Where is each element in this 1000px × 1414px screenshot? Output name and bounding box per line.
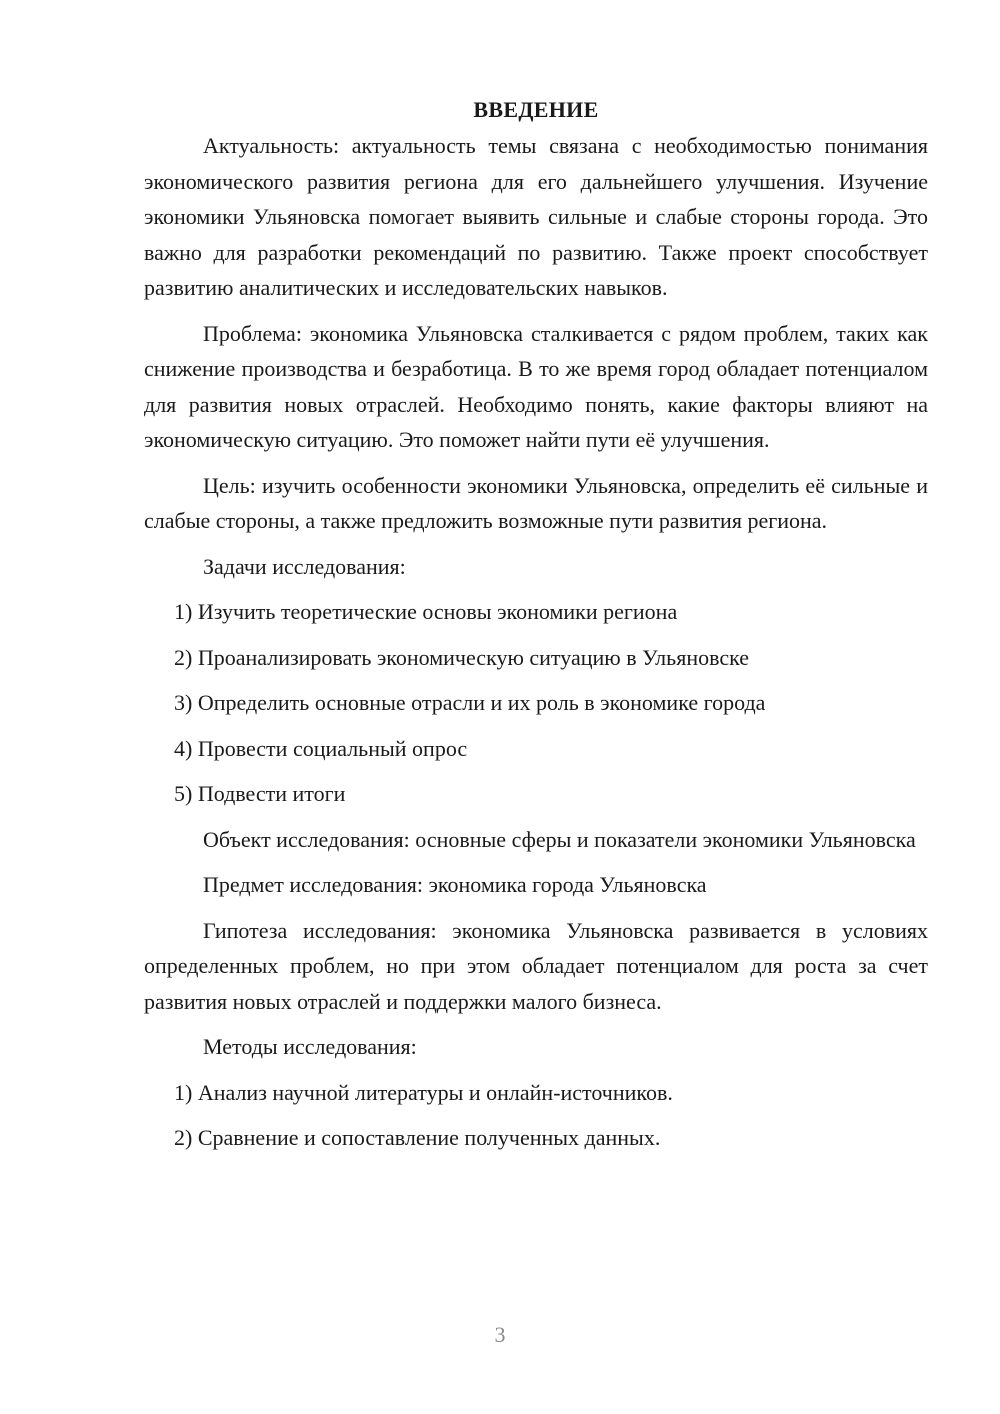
relevance-paragraph: Актуальность: актуальность темы связана с необходимостью понимания экономического развития региона для его дальнейшего улучшения. Изучение экономики Ульяновска помогает выявить сильные и слабые стороны города. Это важно для разработки рекомендаций по развитию. Также проект способствует развитию аналитических и исследовательских навыков. — [144, 133, 928, 300]
goal-paragraph: Цель: изучить особенности экономики Ульяновска, определить её сильные и слабые стороны, а также предложить возможные пути развития региона. — [144, 472, 928, 533]
method-item: 1) Анализ научной литературы и онлайн-источников. — [174, 1079, 673, 1105]
object-paragraph: Объект исследования: основные сферы и показатели экономики Ульяновска — [203, 826, 916, 852]
method-item: 2) Сравнение и сопоставление полученных данных. — [174, 1125, 661, 1150]
section-heading: ВВЕДЕНИЕ — [473, 97, 599, 122]
task-item: 2) Проанализировать экономическую ситуацию в Ульяновске — [174, 644, 750, 670]
tasks-title: Задачи исследования: — [203, 553, 406, 579]
task-item: 3) Определить основные отрасли и их роль в экономике города — [174, 690, 766, 715]
hypothesis-paragraph: Гипотеза исследования: экономика Ульяновска развивается в условиях определенных проблем, но при этом обладает потенциалом для роста за счет развития новых отраслей и поддержки малого бизнеса. — [144, 917, 928, 1014]
subject-paragraph: Предмет исследования: экономика города Ульяновска — [203, 872, 707, 897]
task-item: 4) Провести социальный опрос — [174, 735, 468, 761]
problem-paragraph: Проблема: экономика Ульяновска сталкивается с рядом проблем, таких как снижение производства и безработица. В то же время город обладает потенциалом для развития новых отраслей. Необходимо понять, какие факторы влияют на экономическую ситуацию. Это поможет найти пути её улучшения. — [144, 320, 928, 452]
methods-title: Методы исследования: — [203, 1034, 417, 1059]
task-item: 5) Подвести итоги — [174, 781, 346, 806]
task-item: 1) Изучить теоретические основы экономики региона — [174, 599, 678, 624]
page-number: 3 — [494, 1322, 506, 1347]
document-page — [144, 92, 928, 1156]
